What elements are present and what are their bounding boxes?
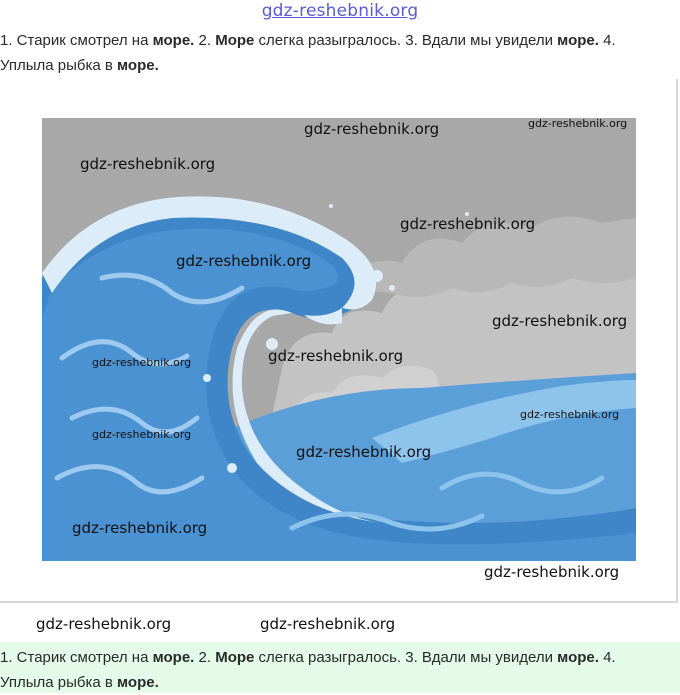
sea-wave-illustration: [42, 118, 636, 561]
text-run: 2.: [194, 32, 216, 49]
exercise-text: [0, 28, 672, 78]
watermark: gdz-reshebnik.org: [92, 428, 192, 441]
bold-word: море.: [557, 32, 599, 49]
answer-text: [0, 645, 672, 695]
bold-word: море.: [152, 649, 195, 666]
bold-word: море.: [117, 57, 159, 74]
wave-picture: [42, 118, 636, 561]
text-run: 2.: [194, 649, 216, 666]
bold-word: море.: [557, 649, 599, 666]
text-run: 4. Уплыла рыбка в: [0, 649, 616, 691]
watermark: gdz-reshebnik.org: [528, 117, 628, 130]
bold-word: Море: [215, 32, 255, 49]
watermark: gdz-reshebnik.org: [260, 615, 396, 633]
text-run: слегка разыгралось. 3. Вдали мы увидели: [254, 649, 558, 666]
watermark: gdz-reshebnik.org: [492, 312, 628, 330]
text-run: слегка разыгралось. 3. Вдали мы увидели: [254, 32, 558, 49]
watermark: gdz-reshebnik.org: [176, 252, 312, 270]
watermark: gdz-reshebnik.org: [484, 563, 620, 581]
watermark: gdz-reshebnik.org: [268, 347, 404, 365]
bold-word: море.: [117, 674, 159, 691]
watermark: gdz-reshebnik.org: [520, 408, 620, 421]
text-run: 1. Старик смотрел на: [0, 32, 153, 49]
text-run: 1. Старик смотрел на: [0, 649, 153, 666]
watermark: gdz-reshebnik.org: [80, 155, 216, 173]
watermark: gdz-reshebnik.org: [72, 519, 208, 537]
watermark: gdz-reshebnik.org: [296, 443, 432, 461]
text-run: 4. Уплыла рыбка в: [0, 32, 616, 74]
watermark: gdz-reshebnik.org: [92, 356, 192, 369]
site-link[interactable]: gdz-reshebnik.org: [261, 1, 419, 21]
watermark: gdz-reshebnik.org: [304, 120, 440, 138]
bold-word: море.: [152, 32, 195, 49]
watermark: gdz-reshebnik.org: [400, 215, 536, 233]
watermark: gdz-reshebnik.org: [36, 615, 172, 633]
bold-word: Море: [215, 649, 255, 666]
